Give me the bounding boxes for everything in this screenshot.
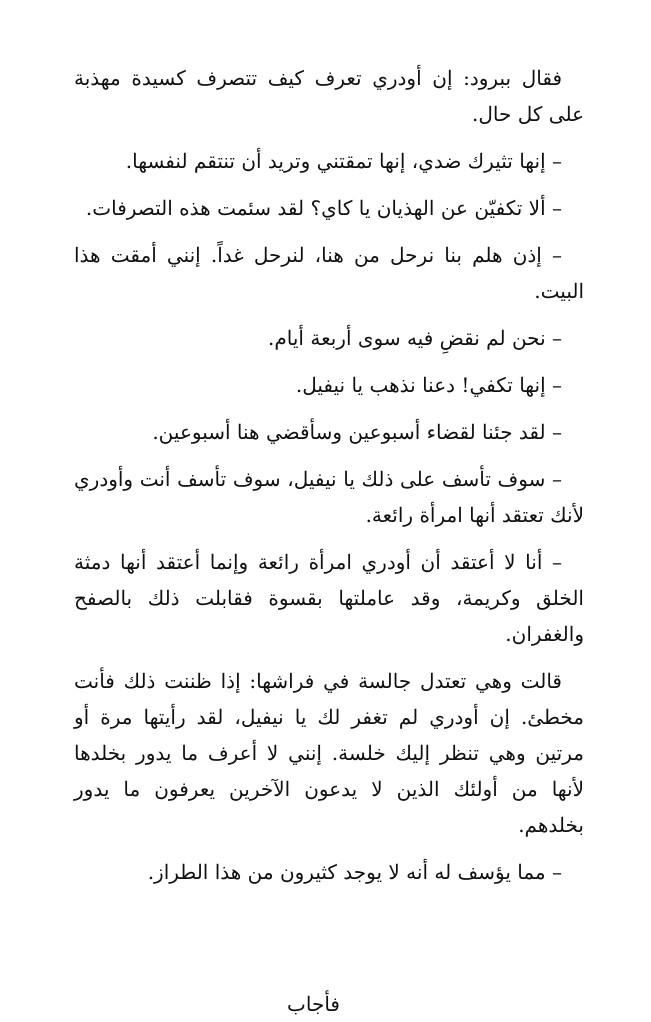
paragraph-9: – أنا لا أعتقد أن أودري امرأة رائعة وإنما أعتقد أنها دمثة الخلق وكريمة، وقد عاملتها بقسوة فقابلت ذلك بالصفح والغفران. [74,550,584,646]
paragraph-4: – إذن هلم بنا نرحل من هنا، لنرحل غداً. إنني أمقت هذا البيت. [74,243,584,303]
paragraph-8: – سوف تأسف على ذلك يا نيفيل، سوف تأسف أنت وأودري لأنك تعتقد أنها امرأة رائعة. [74,467,584,527]
paragraph-11: – مما يؤسف له أنه لا يوجد كثيرون من هذا الطراز. [147,860,562,884]
paragraph-6: – إنها تكفي! دعنا نذهب يا نيفيل. [295,373,562,397]
cut-off-next-line: فأجاب [287,992,340,1016]
paragraph-10: قالت وهي تعتدل جالسة في فراشها: إذا ظننت ذلك فأنت مخطئ. إن أودري لم تغفر لك يا نيفيل، لقد رأيتها مرة أو مرتين وهي تنظر إليك خلسة. إنني لا أعرف ما يدور بخلدها لأنها من أولئك الذين لا يدعون الآخرين يعرفون ما يدور بخلدهم. [74,669,585,837]
paragraph-2: – إنها تثيرك ضدي، إنها تمقتني وتريد أن تنتقم لنفسها. [125,149,562,173]
book-page-text [74,60,584,901]
paragraph-3: – ألا تكفيّن عن الهذيان يا كاي؟ لقد سئمت هذه التصرفات. [85,196,562,220]
paragraph-5: – نحن لم نقضِ فيه سوى أربعة أيام. [268,326,562,350]
paragraph-1: فقال ببرود: إن أودري تعرف كيف تتصرف كسيدة مهذبة على كل حال. [74,66,584,126]
paragraph-7: – لقد جئنا لقضاء أسبوعين وسأقضي هنا أسبوعين. [152,420,562,444]
